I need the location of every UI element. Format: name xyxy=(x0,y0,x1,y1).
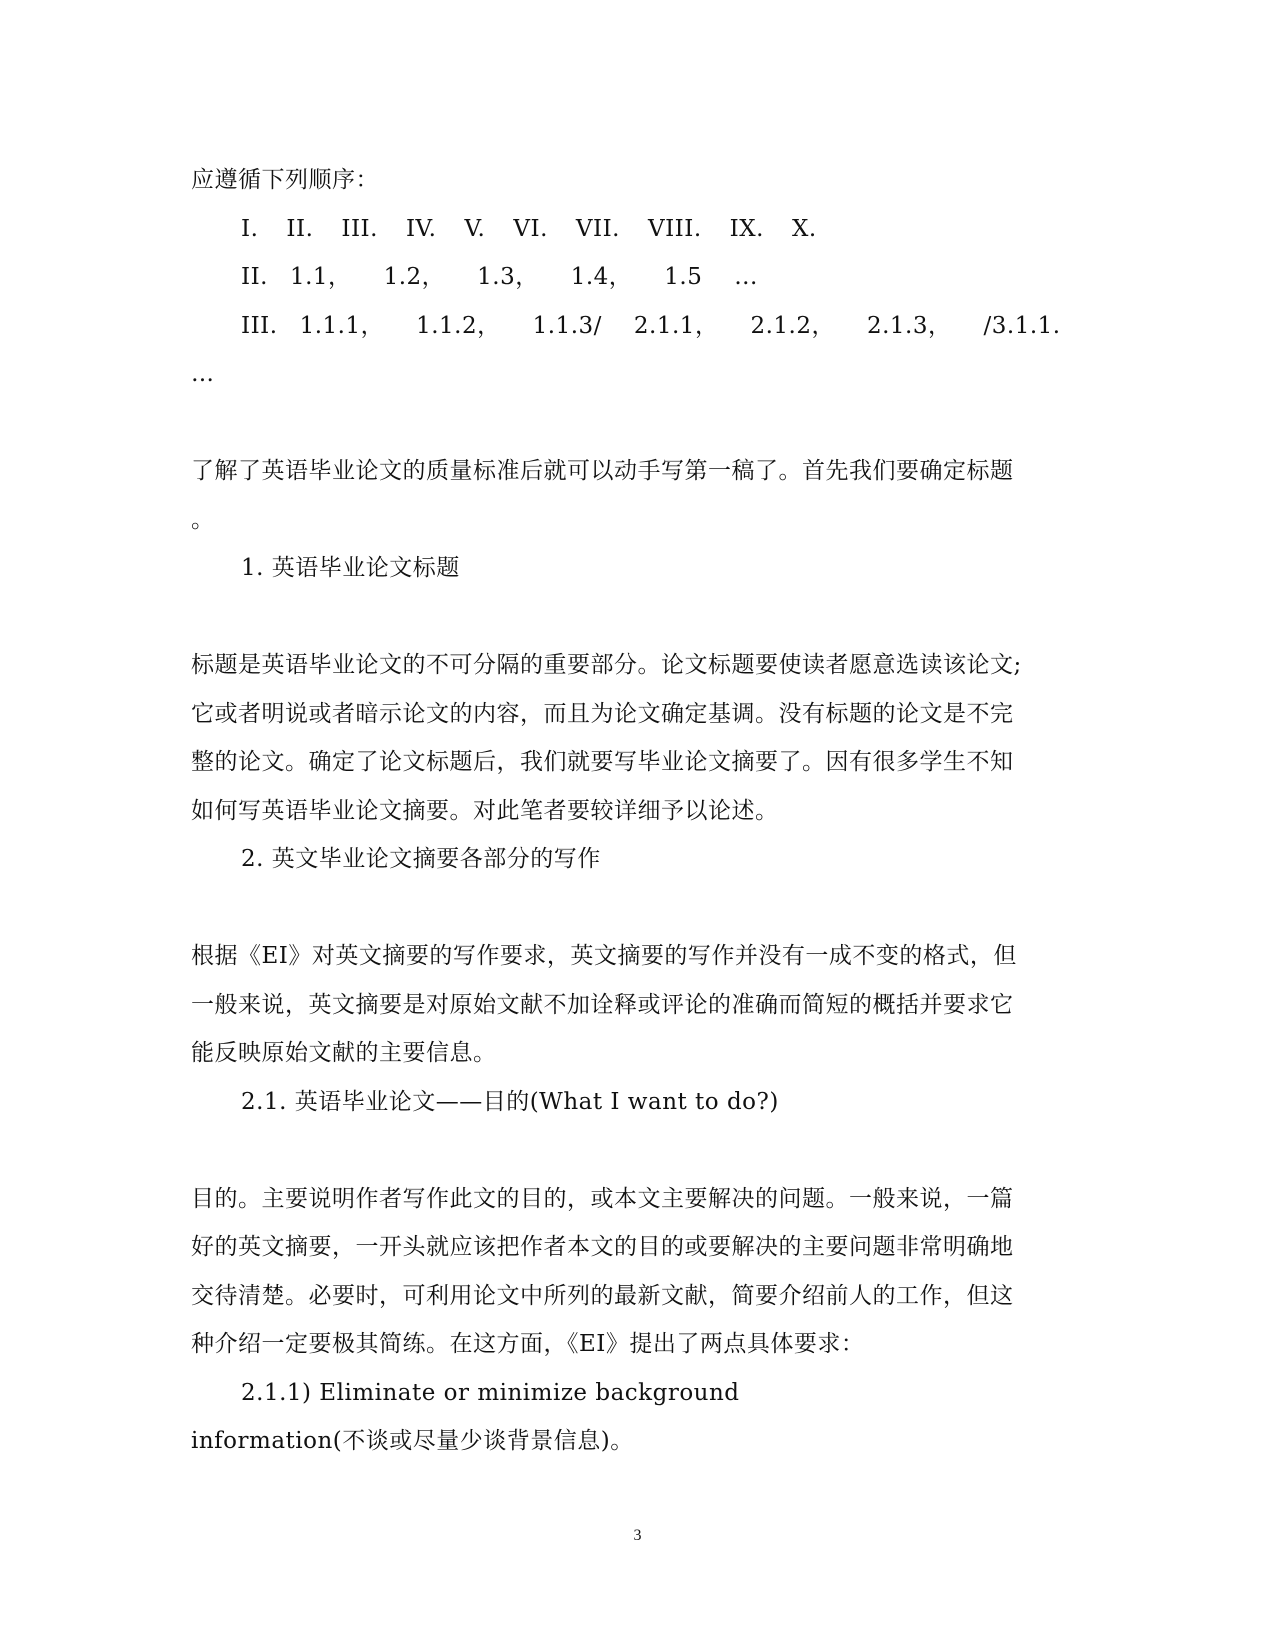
level2-sequence xyxy=(191,253,1071,302)
level2-lead: II. xyxy=(241,264,268,290)
level3-item: 2.1.2， xyxy=(750,312,835,339)
page-number: 3 xyxy=(633,1527,642,1544)
paragraph-line: 交待清楚。必要时，可利用论文中所列的最新文献，简要介绍前人的工作，但这 xyxy=(191,1282,1014,1309)
page-body xyxy=(191,156,1071,1466)
level2-item: 1.2， xyxy=(383,264,446,290)
roman-numeral: III. xyxy=(341,215,378,242)
level3-item: 1.1.3/ xyxy=(532,312,602,339)
roman-numeral: IX. xyxy=(729,215,764,242)
level2-item: 1.4， xyxy=(570,264,633,290)
paragraph-line: 它或者明说或者暗示论文的内容，而且为论文确定基调。没有标题的论文是不完 xyxy=(191,700,1014,727)
level3-item: 2.1.1， xyxy=(633,312,719,339)
paragraph-line: 整的论文。确定了论文标题后，我们就要写毕业论文摘要了。因有很多学生不知 xyxy=(191,749,1014,775)
subsection-heading: 2.1. 英语毕业论文——目的(What I want to do?) xyxy=(241,1088,779,1115)
paragraph-line: 一般来说，英文摘要是对原始文献不加诠释或评论的准确而简短的概括并要求它 xyxy=(191,991,1014,1018)
level3-sequence xyxy=(191,302,1071,351)
roman-numeral: I. xyxy=(241,215,259,242)
level2-item: ... xyxy=(734,264,758,290)
list-item-line: information(不谈或尽量少谈背景信息)。 xyxy=(191,1428,634,1454)
roman-numeral: VII. xyxy=(575,215,620,242)
roman-numeral: IV. xyxy=(405,215,437,242)
spacer xyxy=(191,399,1071,448)
level3-item: 1.1.2， xyxy=(416,312,501,339)
paragraph-line: 根据《EI》对英文摘要的写作要求，英文摘要的写作并没有一成不变的格式，但 xyxy=(191,943,1017,969)
level3-lead: III. xyxy=(241,312,278,339)
spacer xyxy=(191,593,1071,642)
roman-numeral: X. xyxy=(791,215,817,242)
paragraph-line: 能反映原始文献的主要信息。 xyxy=(191,1040,497,1066)
paragraph-line: 了解了英语毕业论文的质量标准后就可以动手写第一稿了。首先我们要确定标题 xyxy=(191,458,1014,484)
roman-numeral-sequence xyxy=(191,205,1071,254)
paragraph-line: 目的。主要说明作者写作此文的目的，或本文主要解决的问题。一般来说，一篇 xyxy=(191,1185,1014,1212)
paragraph-line: 。 xyxy=(191,506,215,533)
level3-item: 1.1.1， xyxy=(299,312,385,339)
paragraph-line: 如何写英语毕业论文摘要。对此笔者要较详细予以论述。 xyxy=(191,797,779,824)
spacer xyxy=(191,884,1071,933)
level2-item: 1.5 xyxy=(664,264,703,290)
roman-numeral: VIII. xyxy=(647,215,702,242)
level3-item: 2.1.3， xyxy=(866,312,952,339)
roman-numeral: VI. xyxy=(513,215,548,242)
section-heading: 1. 英语毕业论文标题 xyxy=(241,555,460,581)
paragraph-line: 种介绍一定要极其简练。在这方面，《EI》提出了两点具体要求： xyxy=(191,1331,865,1357)
level3-continuation: … xyxy=(191,361,215,387)
level2-item: 1.3， xyxy=(477,264,539,290)
section-heading: 2. 英文毕业论文摘要各部分的写作 xyxy=(241,846,601,872)
level2-item: 1.1， xyxy=(289,264,352,290)
intro-line: 应遵循下列顺序： xyxy=(191,167,379,193)
list-item-line: 2.1.1) Eliminate or minimize background xyxy=(241,1379,740,1406)
spacer xyxy=(191,1126,1071,1175)
roman-numeral: II. xyxy=(286,215,314,242)
paragraph-line: 好的英文摘要，一开头就应该把作者本文的目的或要解决的主要问题非常明确地 xyxy=(191,1234,1014,1260)
roman-numeral: V. xyxy=(464,215,486,242)
level3-item: /3.1.1. xyxy=(983,312,1061,339)
paragraph-line: 标题是英语毕业论文的不可分隔的重要部分。论文标题要使读者愿意选读该论文; xyxy=(191,652,1022,678)
